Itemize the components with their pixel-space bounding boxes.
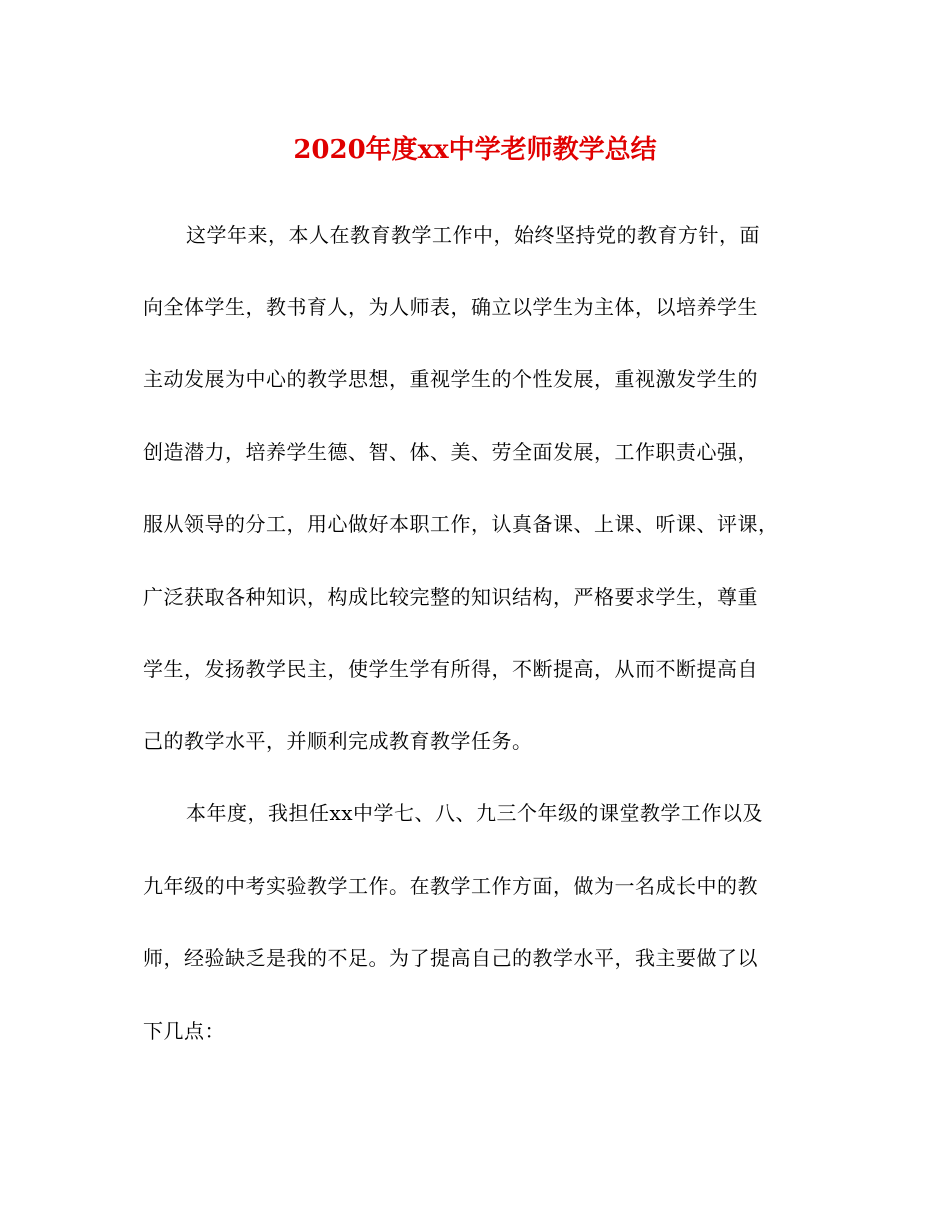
paragraph-1-line-5: 服从领导的分工，用心做好本职工作，认真备课、上课、听课、评课， <box>143 512 779 536</box>
paragraph-2-line-2: 九年级的中考实验教学工作。在教学工作方面，做为一名成长中的教 <box>143 874 758 898</box>
paragraph-1-line-2: 向全体学生，教书育人，为人师表，确立以学生为主体，以培养学生 <box>143 295 758 319</box>
paragraph-1-line-3: 主动发展为中心的教学思想，重视学生的个性发展，重视激发学生的 <box>143 367 758 391</box>
paragraph-1-line-7: 学生，发扬教学民主，使学生学有所得，不断提高，从而不断提高自 <box>143 657 758 681</box>
paragraph-1-line-1: 这学年来，本人在教育教学工作中，始终坚持党的教育方针，面 <box>186 223 760 247</box>
paragraph-2-line-4: 下几点： <box>143 1019 225 1043</box>
paragraph-1-line-4: 创造潜力，培养学生德、智、体、美、劳全面发展，工作职责心强， <box>143 440 758 464</box>
paragraph-1-line-8: 己的教学水平，并顺利完成教育教学任务。 <box>143 729 533 753</box>
document-title: 2020年度xx中学老师教学总结 <box>293 135 657 165</box>
paragraph-1-line-6: 广泛获取各种知识，构成比较完整的知识结构，严格要求学生，尊重 <box>143 585 758 609</box>
paragraph-2-line-3: 师，经验缺乏是我的不足。为了提高自己的教学水平，我主要做了以 <box>143 946 758 970</box>
paragraph-2-line-1: 本年度，我担任xx中学七、八、九三个年级的课堂教学工作以及 <box>186 801 764 825</box>
